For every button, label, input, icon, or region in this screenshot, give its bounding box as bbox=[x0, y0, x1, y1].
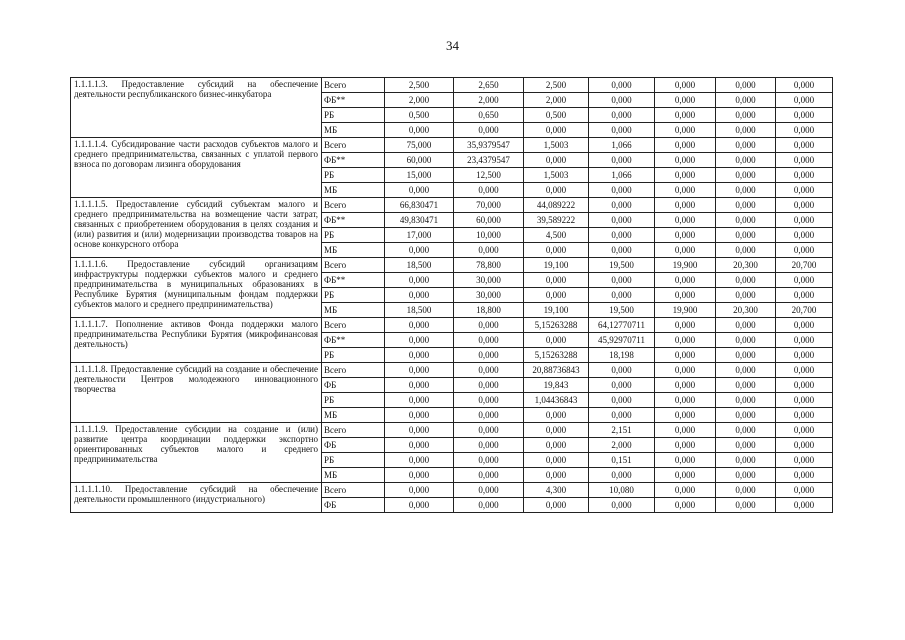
funding-value: 20,700 bbox=[776, 258, 833, 273]
funding-value: 19,500 bbox=[589, 258, 655, 273]
funding-value: 0,000 bbox=[716, 93, 776, 108]
funding-value: 0,000 bbox=[524, 243, 589, 258]
funding-value: 0,000 bbox=[655, 408, 716, 423]
table-row bbox=[71, 198, 833, 213]
funding-source: ФБ bbox=[322, 438, 385, 453]
funding-value: 30,000 bbox=[454, 288, 524, 303]
funding-value: 20,300 bbox=[716, 258, 776, 273]
funding-value: 2,650 bbox=[454, 78, 524, 93]
funding-value: 0,000 bbox=[716, 78, 776, 93]
funding-value: 0,000 bbox=[716, 318, 776, 333]
funding-value: 0,000 bbox=[716, 198, 776, 213]
funding-value: 0,000 bbox=[524, 468, 589, 483]
funding-value: 30,000 bbox=[454, 273, 524, 288]
funding-value: 0,000 bbox=[716, 468, 776, 483]
funding-value: 23,4379547 bbox=[454, 153, 524, 168]
funding-value: 2,000 bbox=[454, 93, 524, 108]
funding-value: 0,000 bbox=[716, 453, 776, 468]
funding-value: 4,500 bbox=[524, 228, 589, 243]
funding-value: 0,000 bbox=[385, 333, 454, 348]
funding-value: 0,000 bbox=[776, 123, 833, 138]
subsidy-table bbox=[70, 77, 833, 513]
funding-value: 0,000 bbox=[589, 393, 655, 408]
funding-value: 0,000 bbox=[716, 213, 776, 228]
funding-value: 0,000 bbox=[454, 318, 524, 333]
funding-value: 10,000 bbox=[454, 228, 524, 243]
funding-value: 0,000 bbox=[716, 288, 776, 303]
funding-value: 0,000 bbox=[589, 108, 655, 123]
funding-value: 0,151 bbox=[589, 453, 655, 468]
funding-value: 20,700 bbox=[776, 303, 833, 318]
funding-source: Всего bbox=[322, 423, 385, 438]
funding-value: 0,000 bbox=[776, 228, 833, 243]
funding-value: 0,000 bbox=[385, 273, 454, 288]
funding-source: ФБ** bbox=[322, 213, 385, 228]
funding-value: 0,000 bbox=[454, 378, 524, 393]
funding-value: 2,500 bbox=[524, 78, 589, 93]
funding-value: 0,000 bbox=[589, 123, 655, 138]
funding-value: 0,000 bbox=[385, 123, 454, 138]
funding-value: 0,000 bbox=[776, 348, 833, 363]
measure-description: 1.1.1.1.7. Пополнение активов Фонда поддержки малого предпринимательства Республики Бурятия (микрофинансовая деятельность) bbox=[71, 318, 322, 363]
funding-value: 0,000 bbox=[454, 408, 524, 423]
funding-value: 5,15263288 bbox=[524, 348, 589, 363]
funding-value: 0,000 bbox=[385, 468, 454, 483]
funding-value: 0,000 bbox=[716, 393, 776, 408]
funding-value: 0,000 bbox=[776, 498, 833, 513]
funding-value: 70,000 bbox=[454, 198, 524, 213]
funding-value: 0,000 bbox=[454, 423, 524, 438]
funding-source: РБ bbox=[322, 168, 385, 183]
funding-value: 0,000 bbox=[589, 498, 655, 513]
funding-value: 0,000 bbox=[385, 183, 454, 198]
funding-value: 0,000 bbox=[716, 378, 776, 393]
funding-source: Всего bbox=[322, 258, 385, 273]
funding-source: ФБ bbox=[322, 378, 385, 393]
funding-value: 0,000 bbox=[385, 423, 454, 438]
funding-value: 0,000 bbox=[454, 348, 524, 363]
funding-value: 0,000 bbox=[385, 408, 454, 423]
funding-value: 1,04436843 bbox=[524, 393, 589, 408]
funding-value: 0,000 bbox=[524, 123, 589, 138]
funding-value: 0,000 bbox=[716, 228, 776, 243]
funding-value: 0,000 bbox=[589, 363, 655, 378]
funding-value: 78,800 bbox=[454, 258, 524, 273]
funding-value: 17,000 bbox=[385, 228, 454, 243]
funding-source: РБ bbox=[322, 108, 385, 123]
page-number: 34 bbox=[446, 38, 459, 53]
table-row bbox=[71, 78, 833, 93]
funding-value: 0,000 bbox=[454, 453, 524, 468]
funding-value: 0,000 bbox=[454, 183, 524, 198]
funding-value: 0,000 bbox=[385, 348, 454, 363]
funding-value: 0,000 bbox=[776, 438, 833, 453]
funding-value: 0,000 bbox=[776, 108, 833, 123]
funding-value: 0,000 bbox=[716, 273, 776, 288]
funding-value: 0,000 bbox=[776, 183, 833, 198]
funding-value: 0,000 bbox=[776, 393, 833, 408]
funding-value: 0,000 bbox=[776, 273, 833, 288]
funding-value: 0,000 bbox=[454, 393, 524, 408]
funding-value: 20,88736843 bbox=[524, 363, 589, 378]
funding-value: 0,000 bbox=[655, 483, 716, 498]
funding-value: 0,000 bbox=[655, 228, 716, 243]
funding-value: 0,000 bbox=[524, 273, 589, 288]
funding-value: 0,000 bbox=[655, 348, 716, 363]
funding-value: 0,000 bbox=[776, 333, 833, 348]
funding-value: 0,000 bbox=[655, 213, 716, 228]
funding-value: 0,000 bbox=[589, 213, 655, 228]
funding-value: 0,000 bbox=[524, 438, 589, 453]
funding-value: 0,000 bbox=[776, 453, 833, 468]
funding-value: 0,000 bbox=[655, 183, 716, 198]
funding-value: 12,500 bbox=[454, 168, 524, 183]
funding-value: 0,000 bbox=[589, 198, 655, 213]
funding-source: МБ bbox=[322, 303, 385, 318]
funding-value: 0,000 bbox=[776, 93, 833, 108]
measure-description: 1.1.1.1.10. Предоставление субсидий на обеспечение деятельности промышленного (индустриального) bbox=[71, 483, 322, 513]
funding-value: 60,000 bbox=[454, 213, 524, 228]
funding-value: 4,300 bbox=[524, 483, 589, 498]
funding-source: Всего bbox=[322, 78, 385, 93]
funding-value: 0,000 bbox=[655, 453, 716, 468]
funding-value: 2,000 bbox=[524, 93, 589, 108]
funding-source: ФБ** bbox=[322, 93, 385, 108]
funding-value: 0,000 bbox=[776, 468, 833, 483]
funding-value: 0,000 bbox=[776, 378, 833, 393]
funding-value: 75,000 bbox=[385, 138, 454, 153]
funding-value: 0,000 bbox=[655, 393, 716, 408]
funding-value: 10,080 bbox=[589, 483, 655, 498]
table-row bbox=[71, 138, 833, 153]
funding-value: 0,000 bbox=[776, 78, 833, 93]
funding-value: 0,000 bbox=[716, 168, 776, 183]
funding-value: 2,151 bbox=[589, 423, 655, 438]
funding-value: 0,000 bbox=[655, 468, 716, 483]
funding-value: 18,500 bbox=[385, 303, 454, 318]
funding-value: 0,000 bbox=[716, 423, 776, 438]
funding-value: 5,15263288 bbox=[524, 318, 589, 333]
funding-value: 0,000 bbox=[524, 153, 589, 168]
funding-value: 0,000 bbox=[776, 483, 833, 498]
funding-source: Всего bbox=[322, 318, 385, 333]
funding-value: 0,000 bbox=[776, 288, 833, 303]
funding-value: 0,000 bbox=[776, 318, 833, 333]
funding-value: 0,000 bbox=[776, 168, 833, 183]
funding-value: 0,000 bbox=[776, 423, 833, 438]
table-row bbox=[71, 483, 833, 498]
funding-value: 1,5003 bbox=[524, 168, 589, 183]
funding-value: 0,500 bbox=[385, 108, 454, 123]
funding-value: 0,000 bbox=[385, 318, 454, 333]
funding-value: 45,92970711 bbox=[589, 333, 655, 348]
funding-source: РБ bbox=[322, 288, 385, 303]
funding-value: 19,900 bbox=[655, 258, 716, 273]
funding-value: 0,000 bbox=[385, 378, 454, 393]
funding-value: 0,000 bbox=[716, 243, 776, 258]
funding-value: 2,500 bbox=[385, 78, 454, 93]
funding-value: 0,000 bbox=[589, 243, 655, 258]
funding-value: 0,000 bbox=[589, 273, 655, 288]
funding-value: 19,100 bbox=[524, 258, 589, 273]
table-row bbox=[71, 258, 833, 273]
funding-value: 0,000 bbox=[385, 363, 454, 378]
table-row bbox=[71, 363, 833, 378]
funding-value: 0,000 bbox=[385, 498, 454, 513]
measure-description: 1.1.1.1.6. Предоставление субсидий организациям инфраструктуры поддержки субъектов малого и среднего предпринимательства в муниципальных образованиях в Республике Бурятия (муниципальным фондам поддержки субъектов малого и среднего предпринимательства) bbox=[71, 258, 322, 318]
funding-value: 0,000 bbox=[716, 333, 776, 348]
funding-value: 0,000 bbox=[716, 108, 776, 123]
funding-value: 0,000 bbox=[655, 363, 716, 378]
funding-value: 15,000 bbox=[385, 168, 454, 183]
funding-value: 0,000 bbox=[385, 453, 454, 468]
funding-value: 0,650 bbox=[454, 108, 524, 123]
funding-value: 0,000 bbox=[454, 363, 524, 378]
funding-value: 19,100 bbox=[524, 303, 589, 318]
funding-value: 0,000 bbox=[655, 333, 716, 348]
funding-value: 0,000 bbox=[655, 498, 716, 513]
funding-value: 0,000 bbox=[655, 273, 716, 288]
funding-value: 0,000 bbox=[655, 318, 716, 333]
funding-source: МБ bbox=[322, 123, 385, 138]
funding-value: 18,500 bbox=[385, 258, 454, 273]
table-row bbox=[71, 423, 833, 438]
funding-value: 0,000 bbox=[655, 78, 716, 93]
funding-source: РБ bbox=[322, 348, 385, 363]
measure-description: 1.1.1.1.4. Субсидирование части расходов субъектов малого и среднего предпринимательства, связанных с уплатой первого взноса по договорам лизинга оборудования bbox=[71, 138, 322, 198]
funding-value: 0,000 bbox=[524, 453, 589, 468]
funding-value: 0,000 bbox=[716, 123, 776, 138]
funding-value: 0,000 bbox=[589, 228, 655, 243]
funding-value: 0,000 bbox=[655, 438, 716, 453]
funding-value: 0,000 bbox=[589, 408, 655, 423]
funding-value: 0,000 bbox=[655, 138, 716, 153]
funding-value: 0,000 bbox=[589, 78, 655, 93]
funding-source: РБ bbox=[322, 453, 385, 468]
funding-value: 2,000 bbox=[385, 93, 454, 108]
funding-value: 1,066 bbox=[589, 168, 655, 183]
funding-value: 0,000 bbox=[716, 408, 776, 423]
funding-value: 0,500 bbox=[524, 108, 589, 123]
funding-value: 39,589222 bbox=[524, 213, 589, 228]
funding-value: 0,000 bbox=[454, 123, 524, 138]
funding-source: Всего bbox=[322, 363, 385, 378]
measure-description: 1.1.1.1.3. Предоставление субсидий на обеспечение деятельности республиканского бизнес-инкубатора bbox=[71, 78, 322, 138]
funding-source: Всего bbox=[322, 138, 385, 153]
funding-value: 0,000 bbox=[655, 153, 716, 168]
funding-value: 0,000 bbox=[454, 468, 524, 483]
funding-value: 0,000 bbox=[716, 483, 776, 498]
funding-value: 0,000 bbox=[655, 288, 716, 303]
funding-value: 0,000 bbox=[589, 468, 655, 483]
funding-value: 0,000 bbox=[655, 243, 716, 258]
funding-value: 19,900 bbox=[655, 303, 716, 318]
funding-value: 18,198 bbox=[589, 348, 655, 363]
table-row bbox=[71, 318, 833, 333]
funding-value: 0,000 bbox=[385, 288, 454, 303]
funding-value: 0,000 bbox=[776, 243, 833, 258]
funding-value: 0,000 bbox=[655, 423, 716, 438]
funding-value: 0,000 bbox=[655, 123, 716, 138]
measure-description: 1.1.1.1.5. Предоставление субсидий субъектам малого и среднего предпринимательства на возмещение части затрат, связанных с приобретением оборудования в целях создания и (или) развития и (или) модернизации производства товаров на основе конкурсного отбора bbox=[71, 198, 322, 258]
funding-source: МБ bbox=[322, 408, 385, 423]
funding-value: 0,000 bbox=[589, 288, 655, 303]
funding-value: 0,000 bbox=[716, 438, 776, 453]
funding-value: 0,000 bbox=[524, 408, 589, 423]
funding-source: Всего bbox=[322, 198, 385, 213]
funding-value: 0,000 bbox=[524, 333, 589, 348]
funding-value: 0,000 bbox=[776, 408, 833, 423]
funding-value: 0,000 bbox=[524, 423, 589, 438]
funding-value: 0,000 bbox=[589, 153, 655, 168]
funding-source: Всего bbox=[322, 483, 385, 498]
funding-value: 0,000 bbox=[454, 483, 524, 498]
funding-value: 0,000 bbox=[454, 243, 524, 258]
funding-value: 0,000 bbox=[716, 348, 776, 363]
funding-source: ФБ** bbox=[322, 153, 385, 168]
funding-value: 0,000 bbox=[589, 183, 655, 198]
funding-value: 2,000 bbox=[589, 438, 655, 453]
funding-value: 0,000 bbox=[385, 483, 454, 498]
funding-source: МБ bbox=[322, 468, 385, 483]
funding-source: МБ bbox=[322, 243, 385, 258]
funding-value: 20,300 bbox=[716, 303, 776, 318]
funding-value: 0,000 bbox=[716, 363, 776, 378]
funding-value: 49,830471 bbox=[385, 213, 454, 228]
funding-value: 0,000 bbox=[776, 138, 833, 153]
funding-value: 0,000 bbox=[716, 183, 776, 198]
funding-value: 1,5003 bbox=[524, 138, 589, 153]
funding-value: 0,000 bbox=[776, 153, 833, 168]
funding-value: 0,000 bbox=[454, 333, 524, 348]
funding-value: 0,000 bbox=[776, 198, 833, 213]
funding-value: 64,12770711 bbox=[589, 318, 655, 333]
funding-value: 0,000 bbox=[454, 498, 524, 513]
funding-value: 66,830471 bbox=[385, 198, 454, 213]
funding-value: 0,000 bbox=[655, 108, 716, 123]
funding-source: МБ bbox=[322, 183, 385, 198]
funding-value: 0,000 bbox=[385, 438, 454, 453]
funding-value: 18,800 bbox=[454, 303, 524, 318]
funding-value: 0,000 bbox=[655, 168, 716, 183]
funding-value: 0,000 bbox=[716, 153, 776, 168]
funding-value: 0,000 bbox=[776, 213, 833, 228]
measure-description: 1.1.1.1.8. Предоставление субсидий на создание и обеспечение деятельности Центров молодежного инновационного творчества bbox=[71, 363, 322, 423]
funding-value: 0,000 bbox=[385, 393, 454, 408]
funding-value: 0,000 bbox=[655, 198, 716, 213]
funding-value: 0,000 bbox=[716, 498, 776, 513]
funding-source: ФБ bbox=[322, 498, 385, 513]
funding-source: РБ bbox=[322, 228, 385, 243]
funding-value: 0,000 bbox=[454, 438, 524, 453]
funding-value: 60,000 bbox=[385, 153, 454, 168]
funding-value: 0,000 bbox=[655, 93, 716, 108]
funding-source: ФБ** bbox=[322, 273, 385, 288]
funding-value: 35,9379547 bbox=[454, 138, 524, 153]
funding-value: 0,000 bbox=[655, 378, 716, 393]
funding-value: 0,000 bbox=[385, 243, 454, 258]
funding-value: 0,000 bbox=[524, 288, 589, 303]
measure-description: 1.1.1.1.9. Предоставление субсидии на создание и (или) развитие центра координации поддержки экспортно ориентированных субъектов малого и среднего предпринимательства bbox=[71, 423, 322, 483]
funding-value: 0,000 bbox=[524, 183, 589, 198]
funding-value: 0,000 bbox=[716, 138, 776, 153]
funding-value: 44,089222 bbox=[524, 198, 589, 213]
funding-source: РБ bbox=[322, 393, 385, 408]
funding-value: 0,000 bbox=[589, 93, 655, 108]
funding-value: 0,000 bbox=[776, 363, 833, 378]
funding-source: ФБ** bbox=[322, 333, 385, 348]
funding-value: 19,500 bbox=[589, 303, 655, 318]
funding-value: 19,843 bbox=[524, 378, 589, 393]
funding-value: 0,000 bbox=[524, 498, 589, 513]
funding-value: 0,000 bbox=[589, 378, 655, 393]
funding-value: 1,066 bbox=[589, 138, 655, 153]
